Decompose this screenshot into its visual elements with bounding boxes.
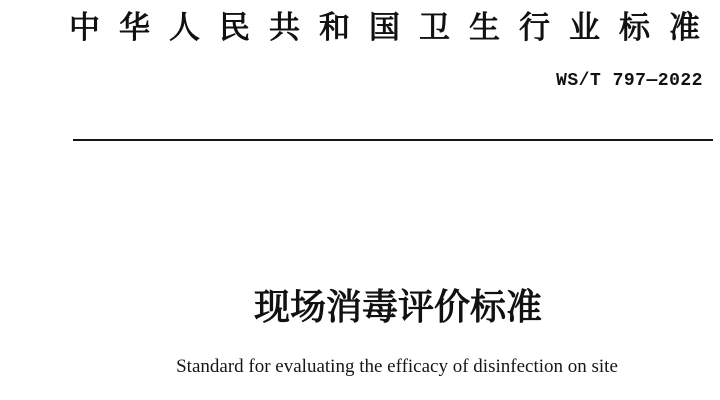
document-title-chinese: 现场消毒评价标准 (253, 286, 542, 327)
standard-number: WS/T 797—2022 (556, 71, 703, 91)
national-standard-heading: 中华人民共和国卫生行业标准 (69, 10, 719, 45)
document-title-english: Standard for evaluating the efficacy of disinfection on site (176, 356, 618, 377)
cover-content-area (73, 0, 713, 400)
